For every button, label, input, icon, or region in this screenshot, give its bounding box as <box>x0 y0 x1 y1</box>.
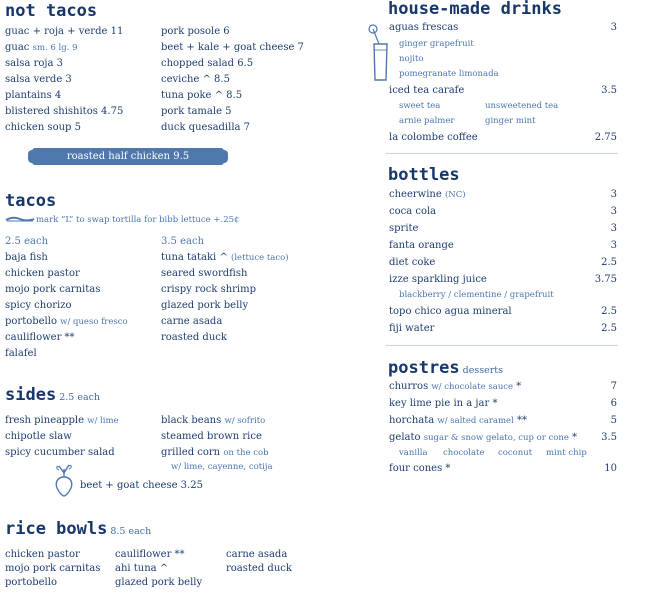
bottle-price: 2.5 <box>601 323 617 334</box>
special-banner: roasted half chicken 9.5 <box>32 148 224 165</box>
section-title-rice-bowls <box>5 521 151 538</box>
glass-icon <box>366 20 390 82</box>
section-subtitle: 8.5 each <box>110 526 152 537</box>
bottle-price: 2.5 <box>601 257 617 268</box>
menu-item: glazed pork belly <box>115 577 203 588</box>
item-mark: * <box>489 398 498 409</box>
dessert-price: 7 <box>610 381 617 392</box>
drink-price: 3.5 <box>601 85 617 96</box>
menu-item: steamed brown rice <box>161 431 262 442</box>
bottle-item <box>389 187 466 203</box>
item-name: grilled corn <box>161 447 221 458</box>
menu-item: cauliflower ** <box>5 332 75 343</box>
menu-item: tuna poke ^ 8.5 <box>161 90 243 101</box>
item-note: (lettuce taco) <box>231 253 289 263</box>
drink-flavor: arnie palmer <box>399 116 455 126</box>
item-mark: * <box>513 381 522 392</box>
price-header: 2.5 each <box>5 236 49 247</box>
tacos-col1-header <box>5 234 48 250</box>
dessert-item <box>389 379 521 395</box>
menu-item <box>5 314 128 330</box>
item-note: on the cob <box>223 448 269 458</box>
section-subtitle: 2.5 each <box>59 392 101 403</box>
bottle-item: topo chico agua mineral <box>389 306 512 317</box>
menu-item <box>161 413 265 429</box>
item-name: tuna tataki ^ <box>161 252 228 263</box>
menu-item: spicy cucumber salad <box>5 447 115 458</box>
item-sizes: sm. 6 lg. 9 <box>32 43 78 53</box>
bottle-item: fiji water <box>389 323 435 334</box>
item-name: four cones <box>389 463 443 474</box>
drink-item: aguas frescas <box>389 22 459 33</box>
item-note: w/ lime <box>87 416 119 426</box>
item-name: guac <box>5 42 30 53</box>
item-note: w/ sofrito <box>224 416 266 426</box>
menu-item: falafel <box>5 348 37 359</box>
gelato-flavor: mint chip <box>546 448 587 458</box>
bottle-price: 3.75 <box>594 274 617 285</box>
menu-item: roasted duck <box>161 332 227 343</box>
menu-item <box>5 40 78 56</box>
menu-item: carne asada <box>226 549 288 560</box>
item-mark: * <box>568 432 578 443</box>
menu-item: ceviche ^ 8.5 <box>161 74 230 85</box>
bottle-item: izze sparkling juice <box>389 274 487 285</box>
menu-item: mojo pork carnitas <box>5 563 101 574</box>
bottle-price: 3 <box>610 189 617 200</box>
drink-flavor: pomegranate limonada <box>399 69 499 79</box>
dessert-price: 3.5 <box>601 432 617 443</box>
drink-flavor: ginger mint <box>485 116 536 126</box>
item-name: black beans <box>161 415 222 426</box>
side-special: beet + goat cheese 3.25 <box>80 480 203 491</box>
menu-item: pork posole 6 <box>161 26 230 37</box>
bottle-price: 2.5 <box>601 306 617 317</box>
menu-item: ahi tuna ^ <box>115 563 169 574</box>
section-title-tacos: tacos <box>5 191 57 211</box>
title-text: postres <box>388 358 460 378</box>
item-note: (NC) <box>444 190 466 200</box>
menu-item: portobello <box>5 577 57 588</box>
section-title-drinks: house-made drinks <box>388 0 562 19</box>
item-note: sugar & snow gelato, cup or cone <box>423 433 569 443</box>
menu-item: salsa verde 3 <box>5 74 72 85</box>
tacos-note: mark “L” to swap tortilla for bibb lettuce +.25¢ <box>36 215 240 225</box>
bottle-item: fanta orange <box>389 240 454 251</box>
divider <box>386 153 618 154</box>
item-name: horchata <box>389 415 435 426</box>
bottle-price: 3 <box>610 223 617 234</box>
menu-item: chicken pastor <box>5 549 80 560</box>
section-subtitle: desserts <box>462 365 503 376</box>
izze-flavors: blackberry / clementine / grapefruit <box>399 290 554 300</box>
menu-item: cauliflower ** <box>115 549 185 560</box>
dessert-item <box>389 461 450 477</box>
item-note: w/ queso fresco <box>60 317 128 327</box>
section-title-bottles: bottles <box>388 165 460 185</box>
menu-item: spicy chorizo <box>5 300 72 311</box>
bottle-item: diet coke <box>389 257 436 268</box>
menu-item <box>161 250 289 266</box>
dessert-item <box>389 430 577 446</box>
drink-flavor: ginger grapefruit <box>399 39 474 49</box>
drink-item: iced tea carafe <box>389 85 465 96</box>
menu-item: beet + kale + goat cheese 7 <box>161 42 304 53</box>
drink-item: la colombe coffee <box>389 132 478 143</box>
dessert-price: 10 <box>604 463 617 474</box>
gelato-flavor: coconut <box>498 448 533 458</box>
section-title-postres <box>388 360 503 377</box>
menu-item: chopped salad 6.5 <box>161 58 254 69</box>
tacos-col2-header <box>161 234 204 250</box>
drink-price: 2.75 <box>594 132 617 143</box>
dessert-price: 6 <box>610 398 617 409</box>
drink-flavor: sweet tea <box>399 101 441 111</box>
menu-item: seared swordfish <box>161 268 248 279</box>
menu-item: carne asada <box>161 316 223 327</box>
item-name: fresh pineapple <box>5 415 84 426</box>
item-mark: * <box>442 463 451 474</box>
bottle-price: 3 <box>610 206 617 217</box>
item-note: w/ lime, cayenne, cotija <box>171 462 273 472</box>
item-mark: ** <box>513 415 527 426</box>
menu-item: plantains 4 <box>5 90 62 101</box>
menu-item: roasted duck <box>226 563 292 574</box>
tortilla-icon <box>5 216 35 224</box>
title-text: sides <box>5 385 57 405</box>
menu-item: glazed pork belly <box>161 300 249 311</box>
bottle-item: coca cola <box>389 206 437 217</box>
title-text: rice bowls <box>5 519 108 539</box>
drink-price: 3 <box>610 22 617 33</box>
item-name: churros <box>389 381 429 392</box>
item-name: portobello <box>5 316 57 327</box>
price-header: 3.5 each <box>161 236 205 247</box>
item-name: cheerwine <box>389 189 442 200</box>
drink-flavor: nojito <box>399 54 424 64</box>
dessert-item <box>389 396 497 412</box>
gelato-flavor: vanilla <box>399 448 428 458</box>
menu-item: pork tamale 5 <box>161 106 232 117</box>
menu-item: chicken pastor <box>5 268 80 279</box>
item-name: key lime pie in a jar <box>389 398 490 409</box>
menu-item: salsa roja 3 <box>5 58 63 69</box>
drink-flavor: unsweetened tea <box>485 101 559 111</box>
bottle-price: 3 <box>610 240 617 251</box>
divider <box>386 345 618 346</box>
menu-item: chicken soup 5 <box>5 122 81 133</box>
bottle-item: sprite <box>389 223 419 234</box>
beet-icon <box>53 463 75 497</box>
menu-item: blistered shishitos 4.75 <box>5 106 124 117</box>
menu-item: baja fish <box>5 252 48 263</box>
section-title-not-tacos: not tacos <box>5 1 98 21</box>
menu-item: chipotle slaw <box>5 431 72 442</box>
dessert-item <box>389 413 527 429</box>
menu-item: mojo pork carnitas <box>5 284 101 295</box>
item-note: w/ salted caramel <box>437 416 514 426</box>
section-title-sides <box>5 387 100 404</box>
dessert-price: 5 <box>610 415 617 426</box>
menu-item <box>5 413 119 429</box>
menu-item: crispy rock shrimp <box>161 284 257 295</box>
item-note: w/ chocolate sauce <box>431 382 514 392</box>
menu-item: duck quesadilla 7 <box>161 122 251 133</box>
menu-item: guac + roja + verde 11 <box>5 26 124 37</box>
gelato-flavor: chocolate <box>443 448 485 458</box>
item-name: gelato <box>389 432 421 443</box>
